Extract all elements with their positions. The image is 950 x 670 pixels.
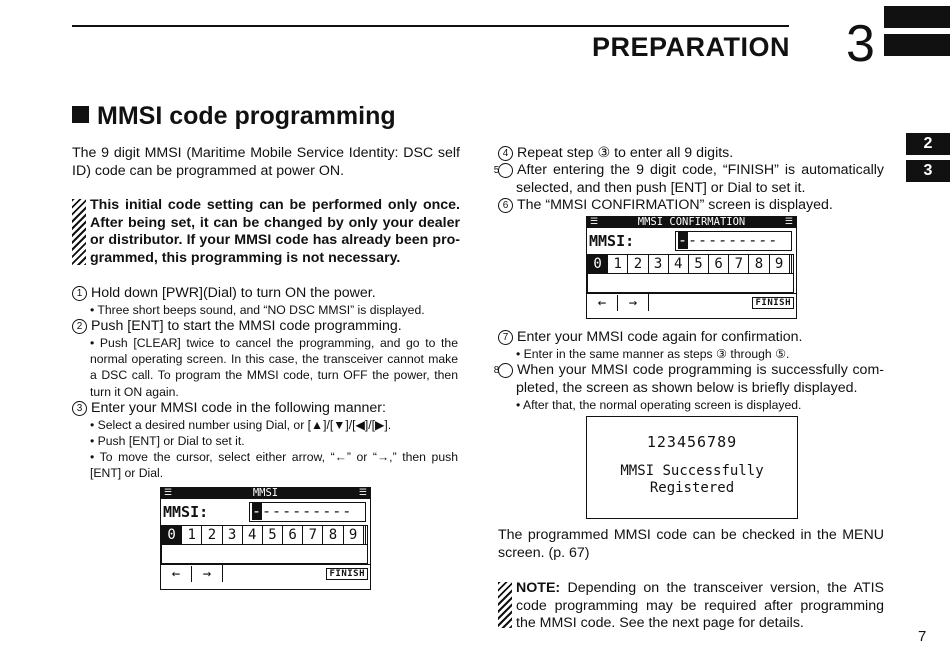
right-arrow-icon[interactable]: → — [617, 295, 648, 311]
side-tab-2[interactable]: 2 — [906, 133, 950, 155]
mmsi-code-display: 123456789 — [646, 433, 738, 451]
left-arrow-icon[interactable]: ← — [597, 294, 607, 311]
step-3-note-1: • Select a desired number using Dial, or [▲]/[▼]/[◀]/[▶]. — [90, 418, 392, 432]
digit-key[interactable]: 5 — [262, 526, 282, 545]
digit-key[interactable]: 8 — [749, 255, 769, 274]
page-number: 7 — [918, 628, 927, 645]
menu-icon: ☰ — [164, 488, 173, 498]
digit-key[interactable]: 0 — [588, 255, 608, 274]
screen-title-bar: ☰ MMSI ☰ — [161, 488, 370, 499]
step-3-note-3: • To move the cursor, select either arrow, “←” or “→,” then push [ENT] or Dial. — [90, 450, 458, 481]
digit-key[interactable]: 6 — [709, 255, 729, 274]
step-7: 7 Enter your MMSI code again for confirmation. — [498, 329, 884, 347]
step-3: 3 Enter your MMSI code in the following manner: — [72, 400, 460, 418]
note-text: NOTE: Depending on the transceiver version, the ATIS code programming may be required after programming the MMSI code. See the next page for details. — [516, 580, 884, 632]
digit-key[interactable]: 2 — [202, 526, 222, 545]
digit-table — [587, 254, 794, 293]
mmsi-field[interactable]: ‑--------- — [675, 231, 792, 251]
caution-block — [72, 197, 460, 267]
finish-button[interactable]: FINISH — [326, 568, 368, 580]
step-7-note: • Enter in the same manner as steps ③ through ⑤. — [516, 347, 790, 361]
blank-cell — [222, 565, 326, 582]
step-1: 1 Hold down [PWR](Dial) to turn ON the power. — [72, 285, 460, 303]
section-heading: MMSI code programming — [72, 102, 396, 131]
step-6: 6 The “MMSI CONFIRMATION” screen is displayed. — [498, 197, 884, 215]
caution-text: This initial code setting can be performed only once. After being set, it can be changed by only your dealer or distributor. If your MMSI code has already been pro-grammed, this programming is not necessary. — [90, 197, 460, 266]
page-title: PREPARATION — [591, 32, 790, 62]
digit-key[interactable]: 9 — [343, 526, 363, 545]
digit-key[interactable]: 7 — [729, 255, 749, 274]
mmsi-row — [587, 231, 796, 251]
square-bullet-icon — [72, 106, 89, 123]
nav-row — [161, 564, 370, 582]
check-paragraph: The programmed MMSI code can be checked in the MENU screen. (p. 67) — [498, 527, 884, 561]
digit-key[interactable]: 3 — [222, 526, 242, 545]
caution-hatch-icon — [72, 199, 86, 265]
digit-table — [161, 525, 368, 564]
blank-row — [162, 545, 368, 564]
nav-row — [587, 293, 796, 311]
menu-icon: ☰ — [358, 488, 367, 498]
step-1-note: • Three short beeps sound, and “NO DSC MMSI” is displayed. — [90, 303, 425, 317]
left-arrow-icon[interactable]: ← — [171, 565, 181, 582]
blank-row — [588, 274, 794, 293]
step-8-note: • After that, the normal operating screen is displayed. — [516, 398, 802, 412]
side-tab-3[interactable]: 3 — [906, 160, 950, 182]
digit-key[interactable]: 0 — [162, 526, 182, 545]
mmsi-entry-screen — [160, 487, 371, 590]
digit-key[interactable]: 4 — [242, 526, 262, 545]
finish-button[interactable]: FINISH — [752, 297, 794, 309]
digit-key[interactable]: 3 — [648, 255, 668, 274]
step-2-note: • Push [CLEAR] twice to cancel the programming, and go to the normal operating screen. In this case, the transceiver cannot make a DSC call. To program the MMSI code, turn OFF the power, then turn it ON again. — [90, 336, 458, 399]
digit-key[interactable]: 2 — [628, 255, 648, 274]
screen-title-bar: ☰ MMSI CONFIRMATION ☰ — [587, 217, 796, 228]
blank-key — [791, 255, 793, 274]
chapter-tab-top — [884, 6, 950, 28]
mmsi-row — [161, 502, 370, 522]
intro-paragraph: The 9 digit MMSI (Maritime Mobile Service Identity: DSC self ID) code can be programmed at power ON. — [72, 145, 460, 179]
digit-key[interactable]: 7 — [303, 526, 323, 545]
registration-success-screen — [586, 416, 798, 519]
digit-key[interactable]: 1 — [608, 255, 628, 274]
digit-key[interactable]: 1 — [182, 526, 202, 545]
step-2: 2 Push [ENT] to start the MMSI code programming. — [72, 318, 460, 336]
mmsi-confirmation-screen — [586, 216, 797, 319]
digit-key[interactable]: 6 — [283, 526, 303, 545]
step-5: 5 After entering the 9 digit code, “FINISH” is automatically selected, and then push [ENT] or Dial to set it. — [493, 162, 884, 196]
blank-cell — [648, 294, 752, 311]
step-4: 4 Repeat step ③ to enter all 9 digits. — [498, 145, 884, 163]
menu-icon: ☰ — [590, 217, 599, 227]
header-rule — [72, 25, 789, 27]
chapter-tab-bottom — [884, 34, 950, 56]
chapter-number: 3 — [846, 15, 875, 73]
right-arrow-icon[interactable]: → — [191, 566, 222, 582]
step-8: 8 When your MMSI code programming is successfully com-pleted, the screen as shown below is briefly displayed. — [493, 362, 884, 396]
note-hatch-icon — [498, 582, 512, 628]
digit-key[interactable]: 8 — [323, 526, 343, 545]
success-message: MMSI Successfully Registered — [620, 463, 764, 496]
mmsi-label: MMSI: — [163, 503, 209, 521]
step-3-note-2: • Push [ENT] or Dial to set it. — [90, 434, 245, 448]
blank-key — [365, 526, 367, 545]
menu-icon: ☰ — [784, 217, 793, 227]
digit-key[interactable]: 9 — [769, 255, 789, 274]
digit-key[interactable]: 4 — [668, 255, 688, 274]
mmsi-label: MMSI: — [589, 232, 635, 250]
mmsi-field[interactable]: ‑--------- — [249, 502, 366, 522]
note-block — [498, 580, 884, 633]
digit-key[interactable]: 5 — [688, 255, 708, 274]
